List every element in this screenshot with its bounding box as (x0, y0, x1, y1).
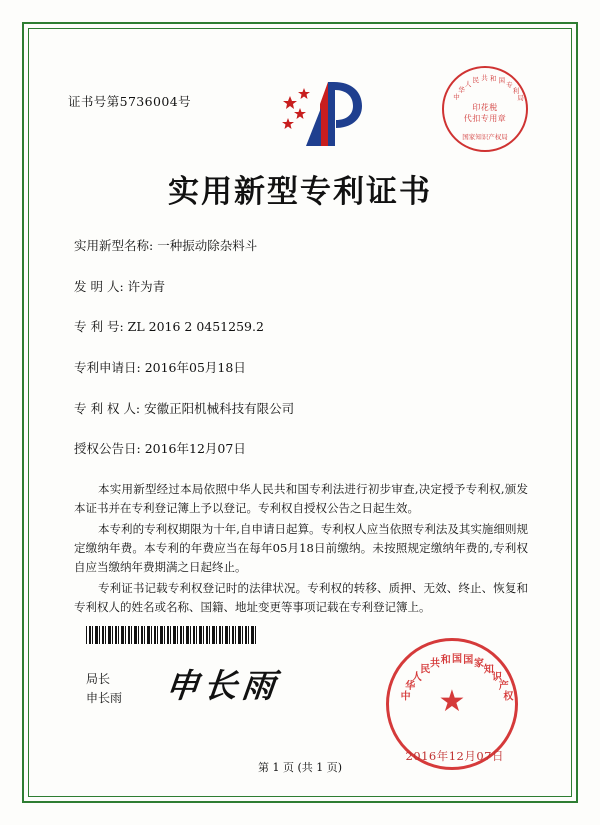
field-row (74, 279, 526, 295)
field-value: ZL 2016 2 0451259.2 (127, 319, 264, 335)
seal-date: 2016年12月07日 (405, 749, 504, 763)
certificate-number: 证书号第5736004号 (68, 94, 191, 109)
seal-top-bottom-text: 国家知识产权局 (462, 133, 508, 141)
field-label: 专利申请日: (74, 359, 141, 375)
certificate-content (48, 48, 552, 781)
official-seal: 中 华 人 民 共 和 国 国 家 知 识 产 权 ★ (386, 638, 518, 770)
field-list (74, 238, 526, 482)
field-value: 许为青 (127, 278, 166, 294)
field-value: 2016年05月18日 (144, 359, 246, 375)
seal-top-arc-text: 中 华 人 民 共 和 国 专 利 局 (453, 74, 524, 103)
field-value: 一种振动除杂料斗 (157, 238, 258, 253)
tax-stamp-seal (442, 66, 528, 152)
field-label: 发 明 人: (74, 278, 124, 294)
seal-top-line1: 印花税 (472, 103, 498, 112)
legal-text-block (74, 480, 528, 619)
paragraph: 本实用新型经过本局依照中华人民共和国专利法进行初步审查,决定授予专利权,颁发本证书并在专利登记簿上予以登记。专利权自授权公告之日起生效。 (74, 482, 528, 515)
field-label: 专 利 号: (74, 319, 124, 335)
field-label: 授权公告日: (74, 441, 141, 457)
seal-star-icon: ★ (438, 684, 466, 720)
field-value: 2016年12月07日 (144, 441, 246, 457)
paragraph: 本专利的专利权期限为十年,自申请日起算。专利权人应当依照专利法及其实施细则规定缴纳年费。本专利的年费应当在每年05月18日前缴纳。未按照规定缴纳年费的,专利权自应当缴纳年费期满之日起终止。 (74, 521, 528, 574)
barcode (86, 626, 258, 644)
field-value: 安徽正阳机械科技有限公司 (144, 400, 295, 416)
field-row (74, 401, 526, 417)
page-footer: 第 1 页 (共 1 页) (257, 761, 343, 774)
field-row (74, 319, 526, 335)
signature-labels (86, 670, 122, 707)
director-name-label: 申长雨 (86, 690, 123, 705)
field-row (74, 238, 526, 254)
page-title: 实用新型专利证书 (168, 174, 432, 210)
field-label: 专 利 权 人: (74, 400, 141, 416)
cnipa-logo-icon (276, 74, 376, 149)
director-title-label: 局长 (86, 672, 111, 686)
paragraph: 专利证书记载专利权登记时的法律状况。专利权的转移、质押、无效、终止、恢复和专利权人的姓名或名称、国籍、地址变更等事项记载在专利登记簿上。 (74, 580, 528, 614)
field-label: 实用新型名称: (74, 238, 154, 253)
seal-top-line2: 代扣专用章 (463, 114, 507, 123)
field-row (74, 441, 526, 457)
handwritten-signature: 申长雨 (163, 666, 282, 705)
field-row (74, 360, 526, 376)
